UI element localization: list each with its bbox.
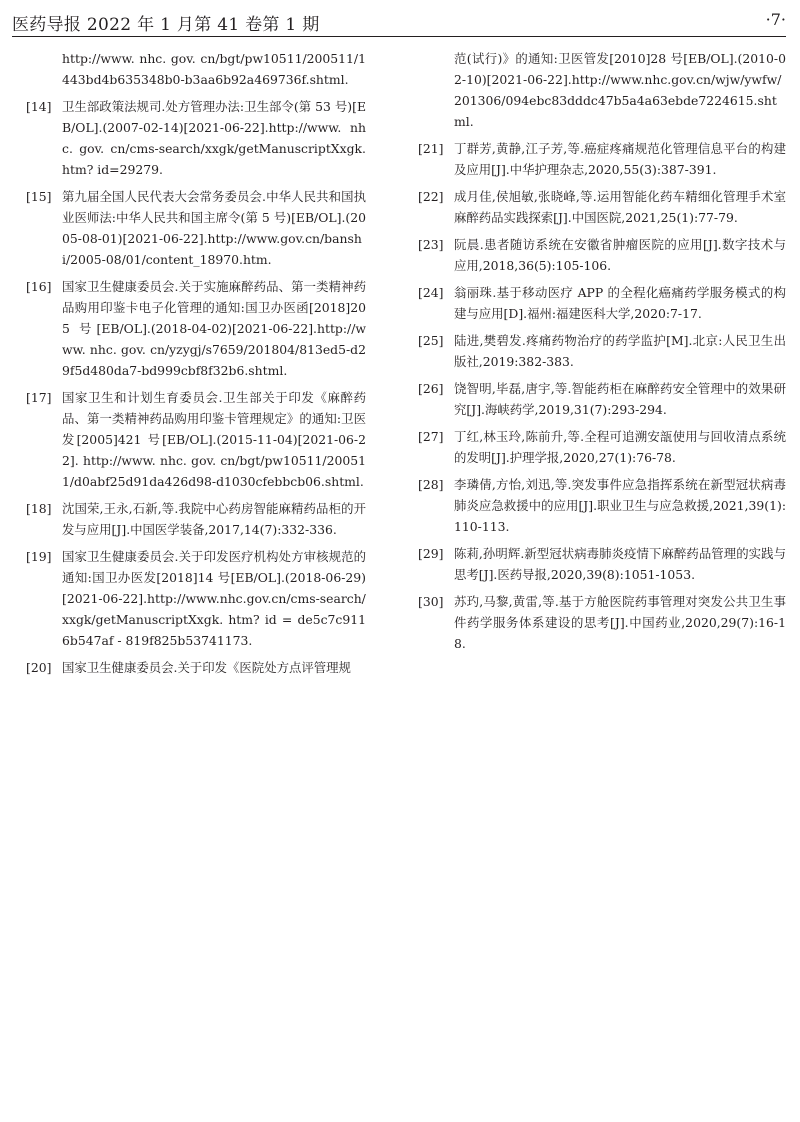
reference-item [418,330,786,372]
reference-text: 陆进,樊碧发.疼痛药物治疗的药学监护[M].北京:人民卫生出版社,2019:382-383. [454,333,786,369]
reference-item [26,498,366,540]
reference-number: [29] [418,546,444,561]
reference-text: 成月佳,侯旭敏,张晓峰,等.运用智能化药车精细化管理手术室麻醉药品实践探索[J].中国医院,2021,25(1):77-79. [454,189,786,225]
reference-number: [28] [418,477,444,492]
reference-item [418,474,786,537]
reference-text: 国家卫生健康委员会.关于实施麻醉药品、第一类精神药品购用印鉴卡电子化管理的通知:国卫办医函[2018]205 号[EB/OL].(2018-04-02)[2021-06-22].http://www. nhc. gov. cn/yzygj/s7659/201804/813ed5-d29f5d480da7-bd999cbf8f32b6.shtml. [62,279,366,378]
reference-number: [30] [418,594,444,609]
reference-item [26,387,366,492]
reference-number: [22] [418,189,444,204]
reference-number: [26] [418,381,444,396]
reference-item [418,378,786,420]
references-left-column [26,48,366,684]
reference-text: 李璘倩,方怡,刘迅,等.突发事件应急指挥系统在新型冠状病毒肺炎应急救援中的应用[J].职业卫生与应急救援,2021,39(1):110-113. [454,477,786,534]
reference-item [26,96,366,180]
reference-item [418,48,786,132]
reference-item [418,186,786,228]
reference-item [26,276,366,381]
reference-number: [21] [418,141,444,156]
references-right-column [418,48,786,660]
reference-item [26,48,366,90]
reference-text: 饶智明,毕磊,唐宇,等.智能药柜在麻醉药安全管理中的效果研究[J].海峡药学,2019,31(7):293-294. [454,381,786,417]
reference-text: 翁丽珠.基于移动医疗 APP 的全程化癌痛药学服务模式的构建与应用[D].福州:福建医科大学,2020:7-17. [454,285,786,321]
reference-text: 丁红,林玉玲,陈前升,等.全程可追溯安瓿使用与回收清点系统的发明[J].护理学报,2020,27(1):76-78. [454,429,786,465]
reference-text: 阮晨.患者随访系统在安徽省肿瘤医院的应用[J].数字技术与应用,2018,36(5):105-106. [454,237,786,273]
reference-text: 第九届全国人民代表大会常务委员会.中华人民共和国执业医师法:中华人民共和国主席令(第 5 号)[EB/OL].(2005-08-01)[2021-06-22].http://www.gov.cn/banshi/2005-08/01/content_18970.htm. [62,189,366,267]
reference-number: [18] [26,501,52,516]
reference-text: 丁群芳,黄静,江子芳,等.癌症疼痛规范化管理信息平台的构建及应用[J].中华护理杂志,2020,55(3):387-391. [454,141,786,177]
reference-number: [23] [418,237,444,252]
reference-number: [14] [26,99,52,114]
reference-item [418,138,786,180]
reference-item [418,543,786,585]
reference-item [26,546,366,651]
reference-item [26,657,366,678]
reference-text: 范(试行)》的通知:卫医管发[2010]28 号[EB/OL].(2010-02-10)[2021-06-22].http://www.nhc.gov.cn/wjw/ywfw/201306/094ebc83dddc47b5a4a63ebde7224615.shtml. [454,51,786,129]
page-number: ·7· [765,10,786,29]
reference-text: 国家卫生和计划生育委员会.卫生部关于印发《麻醉药品、第一类精神药品购用印鉴卡管理规定》的通知:卫医发[2005]421 号[EB/OL].(2015-11-04)[2021-06-22]. http://www. nhc. gov. cn/bgt/pw10511/200511/d0abf25d91da426d98-d1030cfebbcb06.shtml. [62,390,366,489]
reference-number: [25] [418,333,444,348]
reference-number: [15] [26,189,52,204]
reference-number: [16] [26,279,52,294]
page-header [12,8,786,37]
reference-number: [24] [418,285,444,300]
reference-number: [17] [26,390,52,405]
reference-item [418,426,786,468]
reference-item [418,591,786,654]
reference-text: 苏玓,马黎,黄雷,等.基于方舱医院药事管理对突发公共卫生事件药学服务体系建设的思考[J].中国药业,2020,29(7):16-18. [454,594,786,651]
reference-text: 国家卫生健康委员会.关于印发《医院处方点评管理规 [62,660,351,675]
reference-text: 陈莉,孙明辉.新型冠状病毒肺炎疫情下麻醉药品管理的实践与思考[J].医药导报,2020,39(8):1051-1053. [454,546,786,582]
reference-text: 卫生部政策法规司.处方管理办法:卫生部令(第 53 号)[EB/OL].(2007-02-14)[2021-06-22].http://www. nhc. gov. cn/cms-search/xxgk/getManuscriptXxgk. htm? id=29279. [62,99,366,177]
reference-text: 沈国荣,王永,石新,等.我院中心药房智能麻精药品柜的开发与应用[J].中国医学装备,2017,14(7):332-336. [62,501,366,537]
reference-number: [19] [26,549,52,564]
reference-item [418,282,786,324]
reference-item [418,234,786,276]
journal-header-title: 医药导报 2022 年 1 月第 41 卷第 1 期 [12,15,320,35]
reference-number: [20] [26,660,52,675]
reference-item [26,186,366,270]
reference-text: http://www. nhc. gov. cn/bgt/pw10511/200511/1443bd4b635348b0-b3aa6b92a469736f.shtml. [62,51,366,87]
reference-number: [27] [418,429,444,444]
reference-text: 国家卫生健康委员会.关于印发医疗机构处方审核规范的通知:国卫办医发[2018]14 号[EB/OL].(2018-06-29)[2021-06-22].http://www.nhc.gov.cn/cms-search/xxgk/getManuscriptXxgk. htm? id = de5c7c9116b547af - 819f825b53741173. [62,549,366,648]
